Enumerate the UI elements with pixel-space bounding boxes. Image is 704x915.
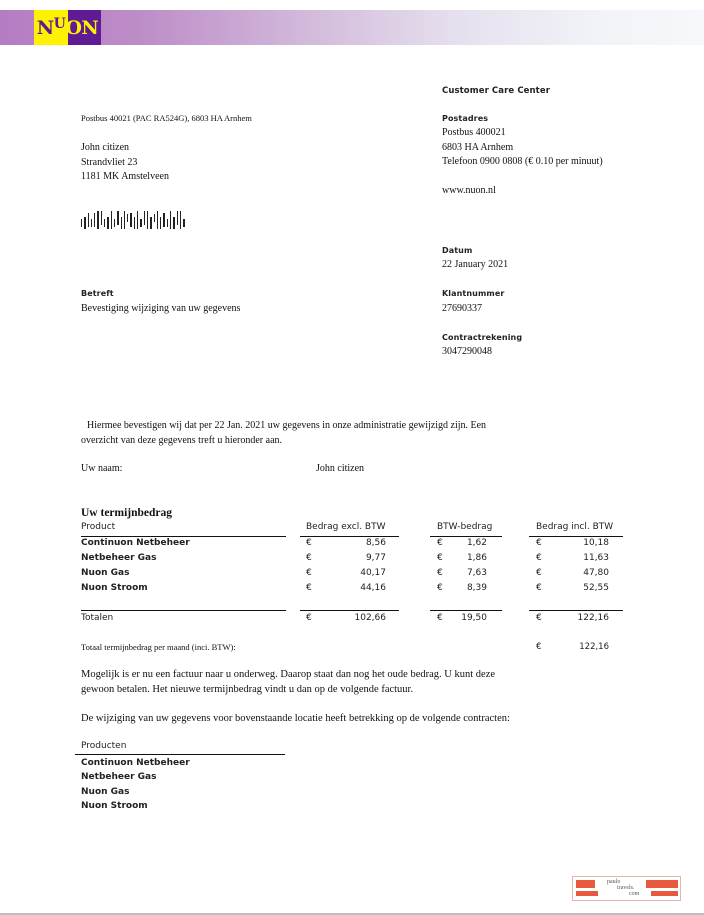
table-row	[0, 538, 704, 553]
customer-care-title: Customer Care Center	[442, 86, 550, 96]
currency-symbol: €	[437, 613, 443, 623]
postadres-city: 6803 HA Arnhem	[442, 141, 514, 153]
intro-line-1: Hiermee bevestigen wij dat per 22 Jan. 2021 uw gegevens in onze administratie gewijzigd zijn. Een	[87, 420, 487, 431]
currency-symbol: €	[536, 568, 542, 578]
list-item: Continuon Netbeheer	[81, 758, 190, 768]
currency-symbol: €	[306, 613, 312, 623]
header-excl-btw: Bedrag excl. BTW	[306, 522, 386, 532]
nuon-logo	[34, 10, 101, 45]
currency-symbol: €	[306, 553, 312, 563]
recipient-street: Strandvliet 23	[81, 156, 138, 168]
name-label: Uw naam:	[81, 463, 123, 474]
totals-rule-excl	[300, 610, 399, 611]
watermark-text-3: com	[629, 891, 640, 897]
klantnummer-label: Klantnummer	[442, 289, 505, 298]
currency-symbol: €	[437, 553, 443, 563]
row-product: Nuon Gas	[81, 568, 130, 578]
row-btw: 1,62	[466, 538, 487, 548]
row-excl: 44,16	[360, 583, 386, 593]
totals-excl: 102,66	[354, 613, 386, 623]
row-incl: 47,80	[583, 568, 609, 578]
currency-symbol: €	[536, 553, 542, 563]
intro-paragraph	[81, 419, 541, 448]
currency-symbol: €	[437, 568, 443, 578]
betreft-label: Betreft	[81, 289, 114, 298]
totals-row	[0, 613, 704, 628]
row-btw: 7,63	[466, 568, 487, 578]
table-header-row	[0, 522, 704, 537]
logo-letters-on: ON	[65, 16, 99, 39]
recipient-city: 1181 MK Amstelveen	[81, 171, 169, 182]
header-incl-btw: Bedrag incl. BTW	[536, 522, 614, 532]
row-btw: 1,86	[466, 553, 487, 563]
row-excl: 9,77	[365, 553, 386, 563]
postadres-label: Postadres	[442, 114, 489, 123]
row-product: Nuon Stroom	[81, 583, 148, 593]
list-item: Netbeheer Gas	[81, 772, 157, 783]
currency-symbol: €	[306, 538, 312, 548]
products-list	[81, 756, 190, 813]
contractrekening-value: 3047290048	[442, 346, 492, 357]
row-incl: 11,63	[583, 553, 609, 563]
monthly-total-label: Totaal termijnbedrag per maand (inci. BTW):	[81, 642, 236, 652]
table-row	[0, 568, 704, 583]
row-product: Netbeheer Gas	[81, 553, 157, 563]
row-excl: 40,17	[360, 568, 386, 578]
contact-phone: Telefoon 0900 0808 (€ 0.10 per minuut)	[442, 156, 603, 167]
currency-symbol: €	[536, 538, 542, 548]
currency-symbol: €	[306, 568, 312, 578]
header-product: Product	[81, 522, 116, 532]
notes-line-2: gewoon betalen. Het nieuwe termijnbedrag vindt u dan op de volgende factuur.	[81, 683, 414, 695]
currency-symbol: €	[437, 583, 443, 593]
row-incl: 52,55	[583, 583, 609, 593]
recipient-address	[81, 141, 169, 185]
totals-rule-incl	[529, 610, 623, 611]
name-value: John citizen	[316, 463, 365, 474]
betreft-value: Bevestiging wijziging van uw gegevens	[81, 303, 241, 314]
row-product: Continuon Netbeheer	[81, 538, 190, 548]
row-incl: 10,18	[583, 538, 609, 548]
currency-symbol: €	[306, 583, 312, 593]
recipient-name: John citizen	[81, 142, 130, 153]
watermark-logo	[572, 876, 681, 901]
currency-symbol: €	[536, 613, 542, 623]
header-btw-bedrag: BTW-bedrag	[437, 522, 493, 532]
postadres-block	[442, 126, 603, 170]
logo-letter-u: U	[53, 15, 66, 32]
header-band	[0, 10, 704, 45]
intro-line-2: overzicht van deze gegevens treft u hieronder aan.	[81, 434, 283, 446]
watermark-text-1: paulo	[607, 879, 621, 885]
row-btw: 8,39	[466, 583, 487, 593]
logo-text	[34, 10, 101, 45]
logo-letter-n: N	[36, 16, 54, 39]
table-row	[0, 583, 704, 598]
currency-symbol: €	[536, 642, 542, 652]
currency-symbol: €	[437, 538, 443, 548]
return-address: Postbus 40021 (PAC RA524G), 6803 HA Arnhem	[81, 113, 252, 123]
totals-btw: 19,50	[461, 613, 487, 623]
monthly-total-value: 122,16	[579, 642, 609, 652]
list-item: Nuon Stroom	[81, 800, 148, 811]
termijn-title: Uw termijnbedrag	[81, 507, 173, 519]
totals-rule-product	[81, 610, 286, 611]
postadres-postbus: Postbus 400021	[442, 127, 506, 138]
list-item: Nuon Gas	[81, 786, 130, 797]
products-header: Producten	[81, 741, 127, 751]
website-link[interactable]: www.nuon.nl	[442, 185, 496, 196]
table-row	[0, 553, 704, 568]
totals-rule-btw	[430, 610, 502, 611]
postal-barcode	[81, 211, 185, 229]
datum-value: 22 January 2021	[442, 259, 509, 270]
datum-label: Datum	[442, 246, 473, 255]
totals-label: Totalen	[81, 613, 114, 623]
notes-line-1: Mogelijk is er nu een factuur naar u onderweg. Daarop staat dan nog het oude bedrag. U kunt deze	[81, 669, 496, 680]
currency-symbol: €	[536, 583, 542, 593]
contractrekening-label: Contractrekening	[442, 333, 523, 342]
totals-incl: 122,16	[577, 613, 609, 623]
row-excl: 8,56	[365, 538, 386, 548]
notes-paragraph-1	[81, 668, 495, 697]
watermark-text-2: travels.	[617, 885, 635, 891]
notes-paragraph-2: De wijziging van uw gegevens voor bovenstaande locatie heeft betrekking op de volgende contracten:	[81, 713, 510, 724]
klantnummer-value: 27690337	[442, 303, 482, 314]
